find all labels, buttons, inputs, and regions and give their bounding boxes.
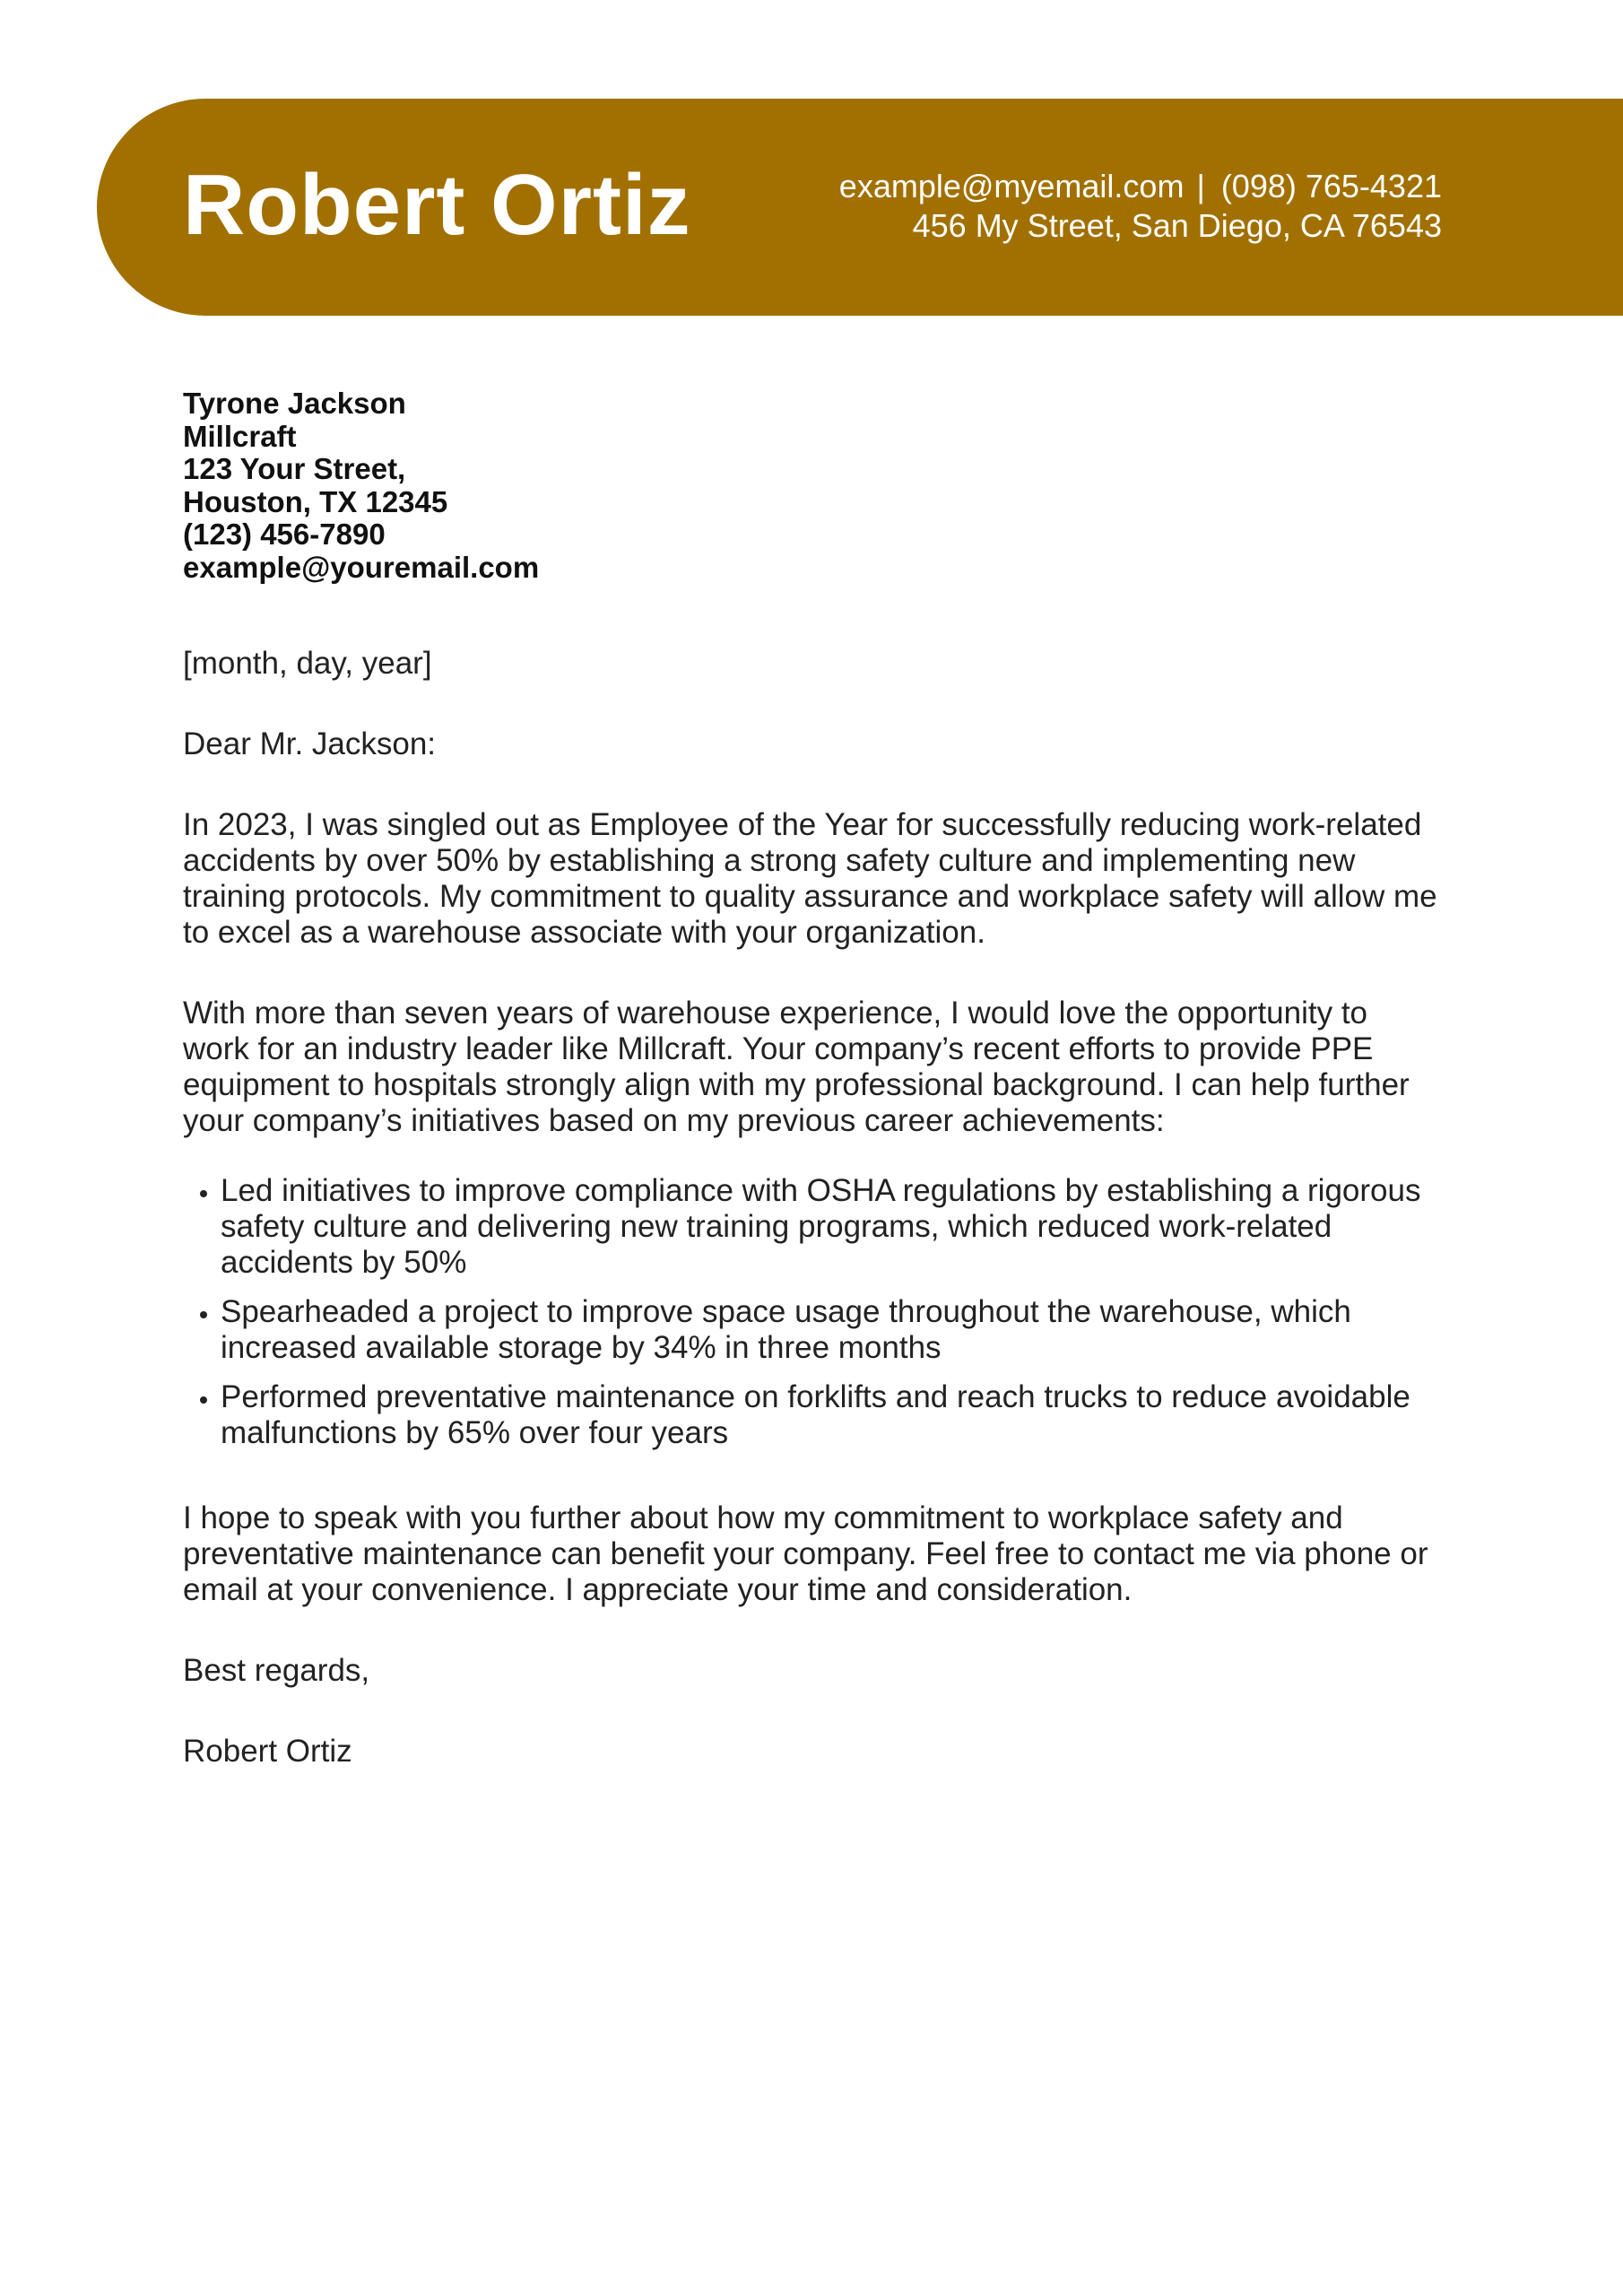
sender-address: 456 My Street, San Diego, CA 76543: [912, 207, 1442, 244]
paragraph-intro: In 2023, I was singled out as Employee of the Year for successfully reducing work-related accidents by over 50% by establishing a strong safety culture and implementing new training protocols. My commitment to quality assurance and workplace safety will allow me to excel as a warehouse associate with your organization.: [183, 807, 1437, 950]
contact-separator: |: [1196, 168, 1205, 204]
salutation: Dear Mr. Jackson:: [183, 726, 437, 761]
list-item: • Spearheaded a project to improve space usage throughout the warehouse, which increased available storage by 34% in three months: [221, 1294, 1438, 1366]
list-item: • Led initiatives to improve compliance with OSHA regulations by establishing a rigorous safety culture and delivering new training programs, which reduced work-related accidents by 50%: [221, 1173, 1438, 1281]
paragraph-closing: I hope to speak with you further about how my commitment to workplace safety and preventative maintenance can benefit your company. Feel free to contact me via phone or email at your convenience. I appreciate your time and consideration.: [183, 1500, 1428, 1607]
recipient-company: Millcraft: [183, 419, 297, 453]
recipient-city: Houston, TX 12345: [183, 484, 448, 518]
sender-name: Robert Ortiz: [183, 157, 691, 253]
paragraph-experience: With more than seven years of warehouse experience, I would love the opportunity to work for an industry leader like Millcraft. Your company’s recent efforts to provide PPE equipment to hospitals strongly align with my professional background. I can help further your company’s initiatives based on my previous career achievements:: [183, 996, 1410, 1138]
recipient-phone: (123) 456-7890: [183, 517, 386, 551]
sender-contact: [839, 167, 1442, 246]
closing: Best regards,: [183, 1653, 370, 1688]
list-item: • Performed preventative maintenance on forklifts and reach trucks to reduce avoidable malfunctions by 65% over four years: [221, 1379, 1438, 1451]
recipient-name: Tyrone Jackson: [183, 387, 406, 420]
signature: Robert Ortiz: [183, 1734, 352, 1769]
letter-body: [183, 646, 1438, 1814]
letter-date: [month, day, year]: [183, 646, 432, 681]
sender-phone: (098) 765-4321: [1220, 168, 1442, 204]
achievements-list: [183, 1173, 1438, 1451]
recipient-street: 123 Your Street,: [183, 452, 406, 485]
sender-email: example@myemail.com: [838, 168, 1185, 204]
contact-line-1: [839, 167, 1442, 206]
recipient-email: example@youremail.com: [183, 550, 540, 584]
recipient-block: [183, 387, 539, 584]
